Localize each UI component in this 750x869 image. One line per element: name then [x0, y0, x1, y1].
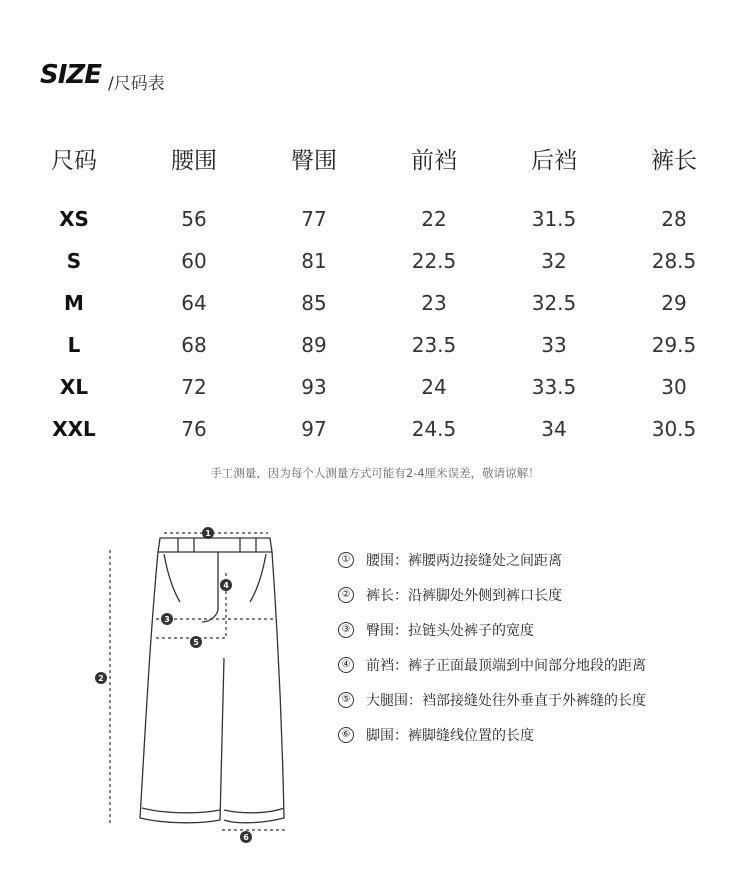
column-header: 腰围 [171, 147, 217, 174]
legend-number: ② [338, 587, 354, 603]
marker-dots [95, 527, 252, 843]
size-cell: S [66, 249, 82, 273]
table-cell: 31.5 [531, 207, 577, 231]
legend-item [338, 682, 646, 717]
table-cell: 77 [301, 207, 327, 231]
table-cell: 30 [661, 375, 687, 399]
table-cell: 72 [181, 375, 207, 399]
legend-number: ⑤ [338, 692, 354, 708]
column-header: 臀围 [291, 147, 337, 174]
table-cell: 89 [301, 333, 327, 357]
table-header-row [14, 135, 734, 198]
table-row [14, 366, 734, 408]
page-subtitle: /尺码表 [108, 74, 165, 94]
table-cell: 76 [181, 417, 207, 441]
table-cell: 97 [301, 417, 327, 441]
table-cell: 33 [541, 333, 567, 357]
legend-number: ③ [338, 622, 354, 638]
pants-outline [140, 538, 284, 823]
table-cell: 28.5 [651, 249, 697, 273]
size-cell: XXL [52, 417, 96, 441]
legend-item [338, 647, 646, 682]
column-header: 前裆 [411, 147, 457, 174]
marker-3-label: 3 [164, 615, 170, 624]
legend-item [338, 717, 646, 752]
table-cell: 33.5 [531, 375, 577, 399]
table-cell: 24 [421, 375, 447, 399]
legend-description: 裤子正面最顶端到中间部分地段的距离 [408, 657, 646, 674]
size-cell: L [67, 333, 81, 357]
table-row [14, 282, 734, 324]
legend-number: ① [338, 552, 354, 568]
legend-item [338, 577, 646, 612]
table-cell: 93 [301, 375, 327, 399]
legend-number: ⑥ [338, 727, 354, 743]
table-cell: 23.5 [411, 333, 457, 357]
size-cell: XS [59, 207, 89, 231]
column-header: 尺码 [51, 147, 97, 174]
table-cell: 24.5 [411, 417, 457, 441]
legend-term: 腰围： [366, 552, 408, 569]
legend-description: 拉链头处裤子的宽度 [408, 622, 534, 639]
legend-item [338, 542, 646, 577]
legend-term: 臀围： [366, 622, 408, 639]
page-title: SIZE [40, 60, 102, 90]
legend-term: 裤长： [366, 587, 408, 604]
marker-6-label: 6 [243, 833, 249, 842]
legend-term: 脚围： [366, 727, 408, 744]
table-cell: 22 [421, 207, 447, 231]
table-cell: 60 [181, 249, 207, 273]
column-header: 后裆 [531, 147, 577, 174]
table-cell: 28 [661, 207, 687, 231]
legend-number: ④ [338, 657, 354, 673]
table-row [14, 198, 734, 240]
table-cell: 34 [541, 417, 567, 441]
measurement-legend [338, 542, 646, 752]
pants-diagram [90, 518, 290, 858]
table-row [14, 408, 734, 450]
table-cell: 29.5 [651, 333, 697, 357]
size-cell: XL [59, 375, 89, 399]
marker-1-label: 1 [205, 529, 211, 538]
legend-description: 沿裤脚处外侧到裤口长度 [408, 587, 562, 604]
table-cell: 30.5 [651, 417, 697, 441]
table-cell: 32 [541, 249, 567, 273]
legend-description: 裆部接缝处往外垂直于外裤缝的长度 [422, 692, 646, 709]
table-cell: 68 [181, 333, 207, 357]
marker-5-label: 5 [193, 638, 199, 647]
legend-description: 裤腰两边接缝处之间距离 [408, 552, 562, 569]
legend-description: 裤脚缝线位置的长度 [408, 727, 534, 744]
column-header: 裤长 [651, 147, 697, 174]
marker-2-label: 2 [98, 674, 104, 683]
table-cell: 32.5 [531, 291, 577, 315]
table-cell: 85 [301, 291, 327, 315]
measurement-note: 手工测量，因为每个人测量方式可能有2-4厘米误差，敬请谅解！ [210, 466, 540, 480]
table-row [14, 240, 734, 282]
measure-lines [110, 533, 286, 830]
table-cell: 23 [421, 291, 447, 315]
size-table [14, 135, 734, 450]
size-cell: M [64, 291, 84, 315]
table-cell: 22.5 [411, 249, 457, 273]
marker-4-label: 4 [223, 581, 229, 590]
table-row [14, 324, 734, 366]
table-cell: 81 [301, 249, 327, 273]
table-cell: 56 [181, 207, 207, 231]
legend-item [338, 612, 646, 647]
legend-term: 大腿围： [366, 692, 422, 709]
table-cell: 29 [661, 291, 687, 315]
table-cell: 64 [181, 291, 207, 315]
legend-term: 前裆： [366, 657, 408, 674]
